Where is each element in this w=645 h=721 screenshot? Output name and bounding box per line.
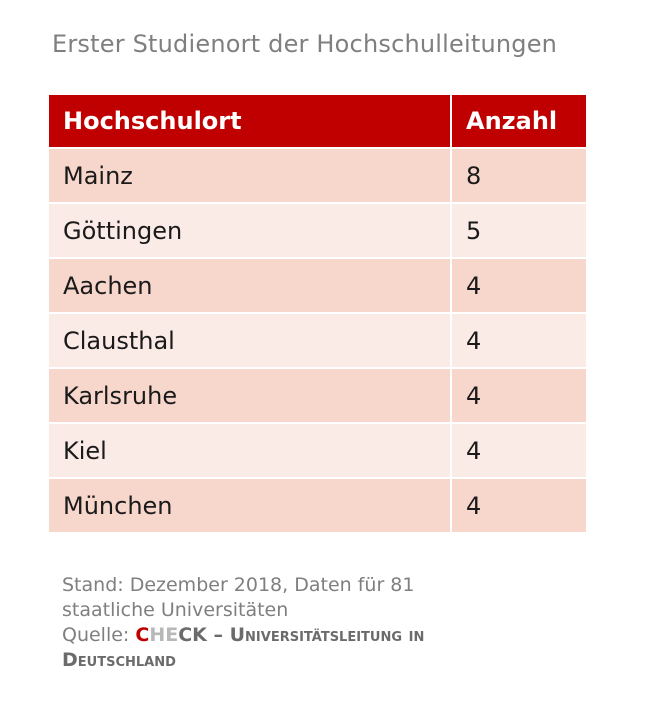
cell-count: 4	[451, 368, 587, 423]
cell-count: 4	[451, 258, 587, 313]
cell-place: Kiel	[48, 423, 451, 478]
table-row	[48, 368, 587, 423]
table-header-row	[48, 94, 587, 148]
table-row	[48, 148, 587, 203]
source-label: Quelle:	[62, 624, 136, 646]
source-line	[62, 623, 482, 648]
table-row	[48, 313, 587, 368]
footer-note	[62, 573, 482, 673]
stand-line-2: staatliche Universitäten	[62, 599, 289, 621]
cell-place: München	[48, 478, 451, 533]
check-brand	[135, 624, 207, 646]
chart-title: Erster Studienort der Hochschulleitungen	[52, 30, 558, 58]
cell-count: 5	[451, 203, 587, 258]
cell-count: 4	[451, 313, 587, 368]
data-table	[47, 93, 588, 534]
cell-count: 4	[451, 478, 587, 533]
table-row	[48, 423, 587, 478]
cell-place: Göttingen	[48, 203, 451, 258]
column-header-anzahl: Anzahl	[451, 94, 587, 148]
source-rest-1: – Universitätsleitung in	[206, 624, 425, 646]
cell-count: 4	[451, 423, 587, 478]
brand-c: C	[135, 624, 150, 646]
table-row	[48, 258, 587, 313]
brand-ck: CK	[178, 624, 207, 646]
cell-count: 8	[451, 148, 587, 203]
cell-place: Karlsruhe	[48, 368, 451, 423]
cell-place: Mainz	[48, 148, 451, 203]
cell-place: Aachen	[48, 258, 451, 313]
brand-he: HE	[149, 624, 179, 646]
table-row	[48, 203, 587, 258]
stand-line-1: Stand: Dezember 2018, Daten für 81	[62, 574, 415, 596]
table-row	[48, 478, 587, 533]
column-header-hochschulort: Hochschulort	[48, 94, 451, 148]
source-rest-2: Deutschland	[62, 649, 176, 671]
cell-place: Clausthal	[48, 313, 451, 368]
